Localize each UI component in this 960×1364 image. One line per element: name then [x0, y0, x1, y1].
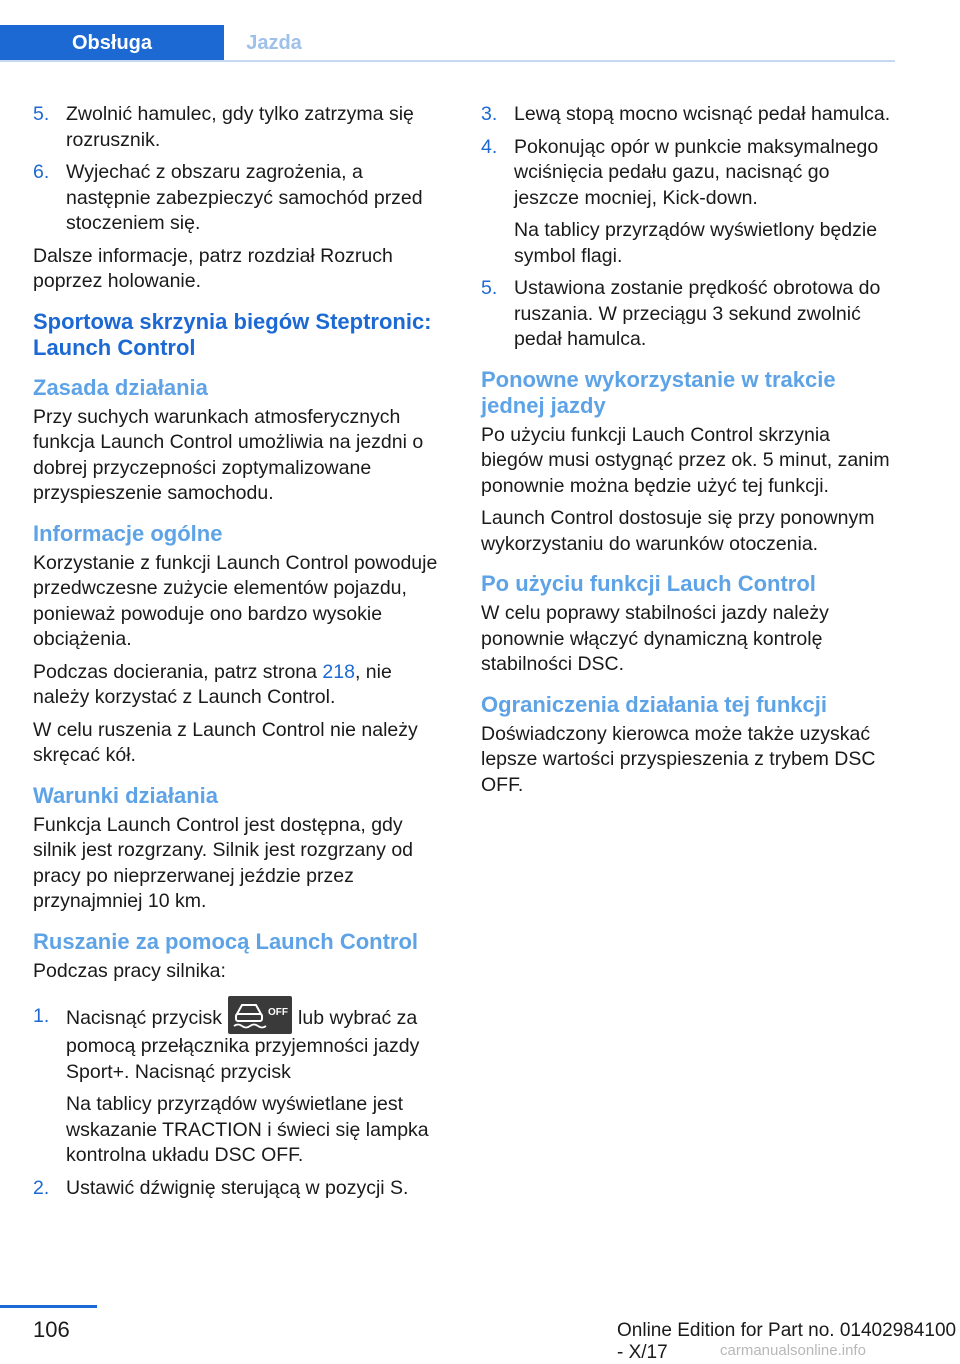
- list-number: 1.: [33, 1005, 50, 1027]
- list-item: [481, 102, 893, 128]
- page-link[interactable]: 218: [322, 660, 355, 683]
- edition-text: Online Edition for Part no. 01402984100 - X/17: [617, 1320, 957, 1363]
- subheading-ogolne: Informacje ogólne: [33, 520, 223, 546]
- paragraph: Podczas pracy silnika:: [33, 959, 226, 982]
- paragraph: Po użyciu funkcji Lauch Control skrzynia biegów musi ostygnąć przez ok. 5 minut, zanim ponownie można będzie użyć tej funkcji.: [481, 423, 890, 497]
- list-number: 4.: [481, 135, 498, 158]
- text-span: Podczas docierania, patrz strona: [33, 660, 323, 683]
- footer-rule: [0, 1305, 97, 1308]
- list-text: Pokonując opór w punkcie maksymalnego wciśnięcia pedału gazu, nacisnąć go jeszcze mocniej, Kick-down.: [514, 135, 879, 209]
- paragraph: Funkcja Launch Control jest dostępna, gdy silnik jest rozgrzany. Silnik jest rozgrzany od pracy po nieprzerwanej jeździe przez przynajmniej 10 km.: [33, 813, 414, 912]
- list-number: 3.: [481, 103, 498, 125]
- left-column: [33, 102, 449, 1208]
- list-text: lub wybrać za pomocą przełącznika przyjemności jazdy Sport+. Nacisnąć przycisk: [66, 1007, 420, 1083]
- text-span: , nie należy korzystać z Launch Control.: [33, 660, 392, 708]
- paragraph: Launch Control dostosuje się przy ponownym wykorzystaniu do warunków otoczenia.: [481, 507, 875, 555]
- list-text: Ustawić dźwignię sterującą w pozycji S.: [66, 1176, 409, 1199]
- page-number: 106: [33, 1317, 70, 1342]
- list-number: 6.: [33, 161, 50, 183]
- list-number: 5.: [481, 277, 498, 299]
- list-text: Nacisnąć przycisk: [66, 1007, 223, 1030]
- subheading-po-uzyciu: Po użyciu funkcji Lauch Control: [481, 571, 816, 596]
- list-text: Lewą stopą mocno wcisnąć pedał hamulca.: [514, 103, 891, 125]
- tab-jazda[interactable]: Jazda: [246, 32, 302, 54]
- list-number: 2.: [33, 1176, 50, 1199]
- subheading-ograniczenia: Ograniczenia działania tej funkcji: [481, 691, 827, 717]
- header-divider: [0, 60, 895, 62]
- subheading-ponowne: Ponowne wykorzystanie w trakcie jednej jazdy: [481, 366, 836, 418]
- list-number: 5.: [33, 103, 50, 125]
- watermark: carmanualsonline.info: [720, 1342, 866, 1359]
- paragraph: Doświadczony kierowca może także uzyskać lepsze wartości przyspieszenia z trybem DSC OFF.: [481, 722, 876, 796]
- subheading-zasada: Zasada działania: [33, 374, 208, 400]
- dsc-off-button-icon: [228, 996, 292, 1034]
- paragraph: Korzystanie z funkcji Launch Control powoduje przedwczesne zużycie elementów pojazdu, ponieważ powoduje ono bardzo wysokie obciążenia.: [33, 551, 438, 650]
- sub-paragraph: Na tablicy przyrządów wyświetlony będzie symbol flagi.: [514, 219, 878, 267]
- list-item: [33, 1004, 449, 1085]
- section-title: Sportowa skrzynia biegów Steptronic: Launch Control: [33, 308, 432, 360]
- subheading-ruszanie: Ruszanie za pomocą Launch Control: [33, 928, 419, 954]
- paragraph: [33, 660, 449, 711]
- tab-obsluga[interactable]: Obsługa: [0, 25, 224, 61]
- svg-text:OFF: OFF: [268, 1007, 289, 1018]
- list-text: Ustawiona zostanie prędkość obrotowa do ruszania. W przeciągu 3 sekund zwolnić pedał hamulca.: [514, 277, 881, 350]
- list-text: Zwolnić hamulec, gdy tylko zatrzyma się rozrusznik.: [66, 103, 414, 151]
- right-column: [481, 102, 893, 805]
- list-item: [33, 102, 449, 153]
- subheading-warunki: Warunki działania: [33, 782, 219, 808]
- more-info-text: Dalsze informacje, patrz rozdział Rozruch poprzez holowanie.: [33, 244, 393, 292]
- paragraph: Przy suchych warunkach atmosferycznych funkcja Launch Control umożliwia na jezdni o dobrej przyczepności zoptymalizowane przyspieszenie samochodu.: [33, 405, 424, 504]
- list-item: [33, 1176, 449, 1202]
- header-tabs: [0, 0, 960, 62]
- list-item: [481, 276, 893, 353]
- list-item: [33, 160, 449, 237]
- paragraph: W celu poprawy stabilności jazdy należy ponownie włączyć dynamiczną kontrolę stabilności DSC.: [481, 602, 829, 675]
- list-item: [481, 135, 893, 212]
- list-text: Wyjechać z obszaru zagrożenia, a następnie zabezpieczyć samochód przed stoczeniem się.: [66, 161, 423, 234]
- paragraph: W celu ruszenia z Launch Control nie należy skręcać kół.: [33, 718, 418, 766]
- sub-paragraph: Na tablicy przyrządów wyświetlane jest wskazanie TRACTION i świeci się lampka kontrolna układu DSC OFF.: [66, 1093, 429, 1166]
